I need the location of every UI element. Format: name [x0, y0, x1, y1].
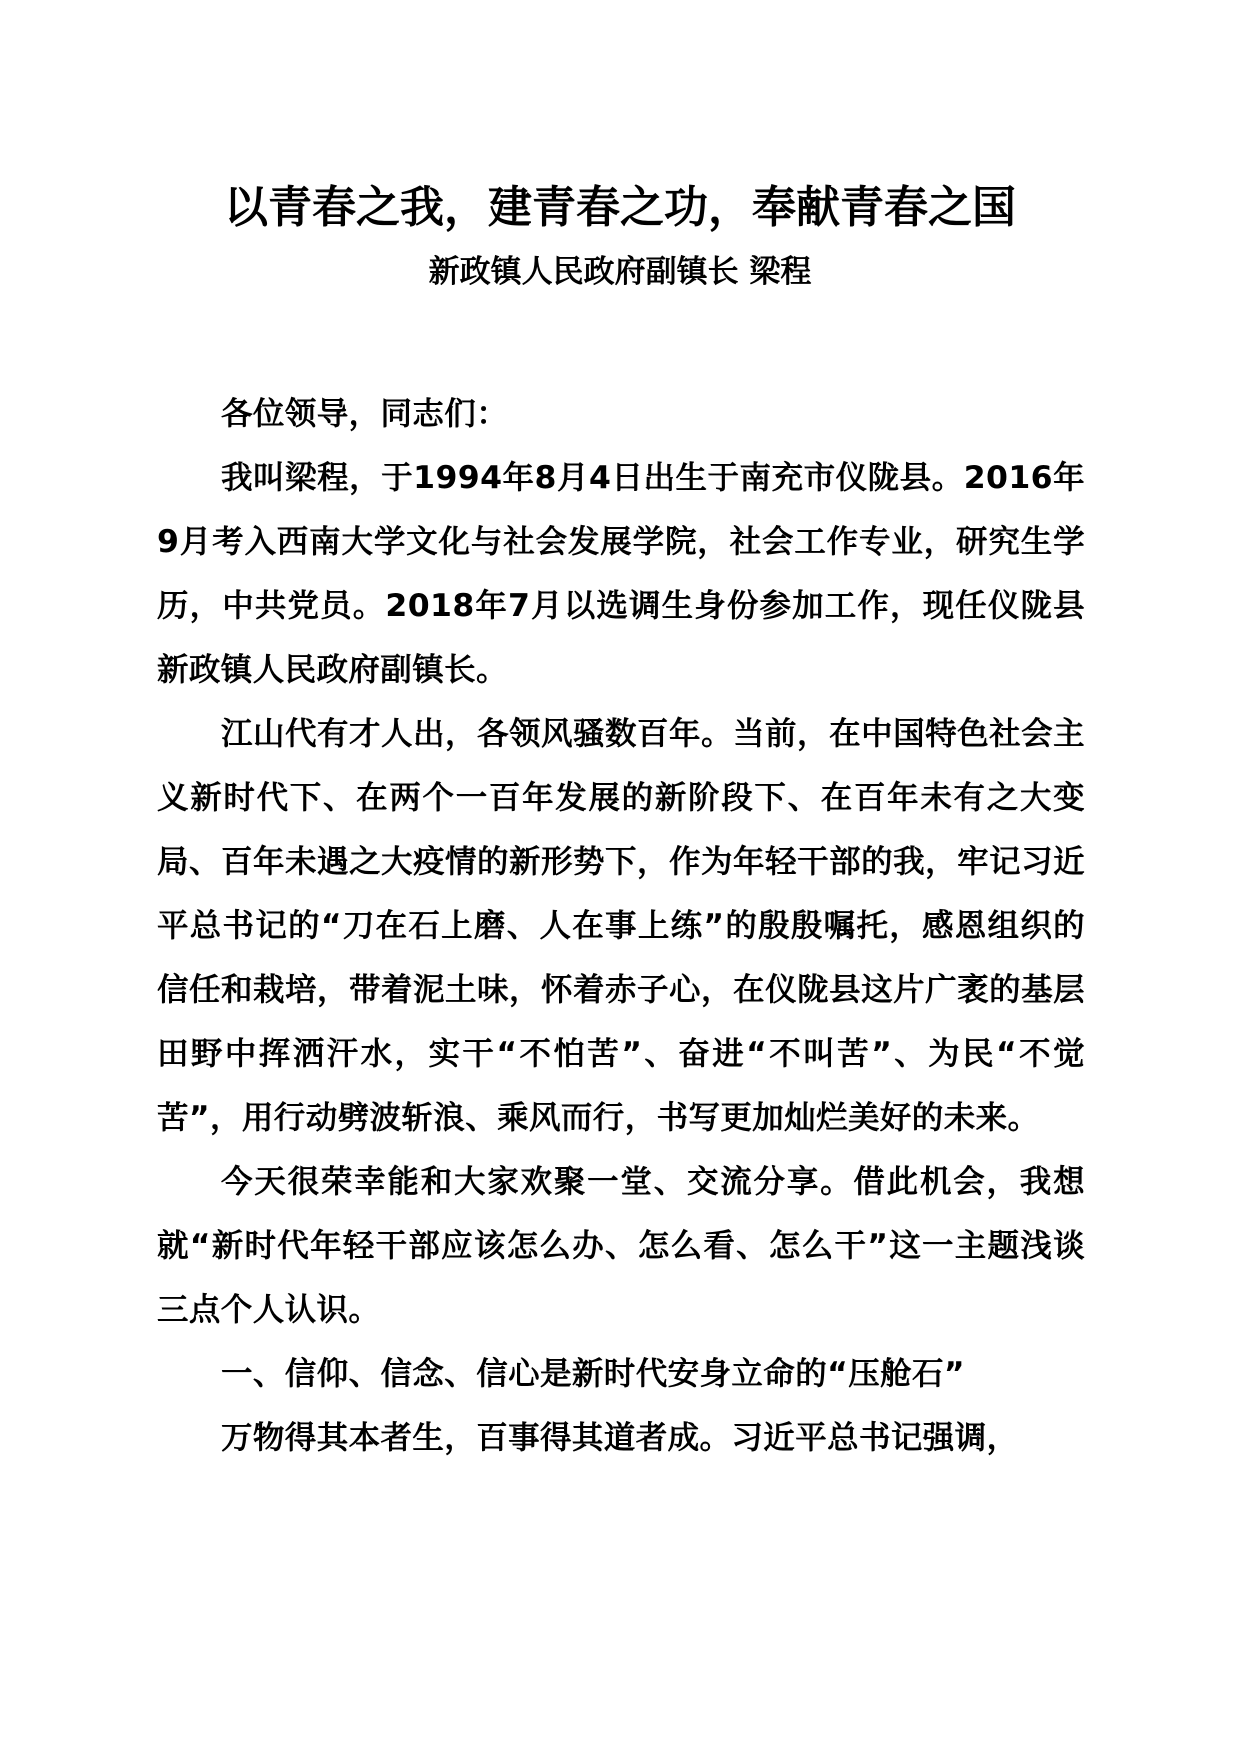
paragraph-salutation: 各位领导，同志们：	[221, 396, 509, 432]
section-heading-1: 一、信仰、信念、信心是新时代安身立命的“压舱石”	[221, 1356, 966, 1392]
paragraph-introduction: 我叫梁程，于1994年8月4日出生于南充市仪陇县。2016年9月考入西南大学文化与社会发展学院，社会工作专业，研究生学历，中共党员。2018年7月以选调生身份参加工作，现任仪陇县新政镇人民政府副镇长。	[157, 460, 1085, 688]
document-title: 以青春之我，建青春之功，奉献青春之国	[224, 182, 1016, 233]
paragraph-section-1-start: 万物得其本者生，百事得其道者成。习近平总书记强调，	[221, 1420, 1019, 1456]
paragraph-context: 江山代有才人出，各领风骚数百年。当前，在中国特色社会主义新时代下、在两个一百年发展的新阶段下、在百年未有之大变局、百年未遇之大疫情的新形势下，作为年轻干部的我，牢记习近平总书记的“刀在石上磨、人在事上练”的殷殷嘱托，感恩组织的信任和栽培，带着泥土味，怀着赤子心，在仪陇县这片广袤的基层田野中挥洒汗水，实干“不怕苦”、奋进“不叫苦”、为民“不觉苦”，用行动劈波斩浪、乘风而行，书写更加灿烂美好的未来。	[157, 716, 1085, 1136]
document-author: 新政镇人民政府副镇长 梁程	[428, 254, 812, 290]
paragraph-topic: 今天很荣幸能和大家欢聚一堂、交流分享。借此机会，我想就“新时代年轻干部应该怎么办、怎么看、怎么干”这一主题浅谈三点个人认识。	[157, 1164, 1085, 1328]
document-body	[157, 382, 1085, 1470]
